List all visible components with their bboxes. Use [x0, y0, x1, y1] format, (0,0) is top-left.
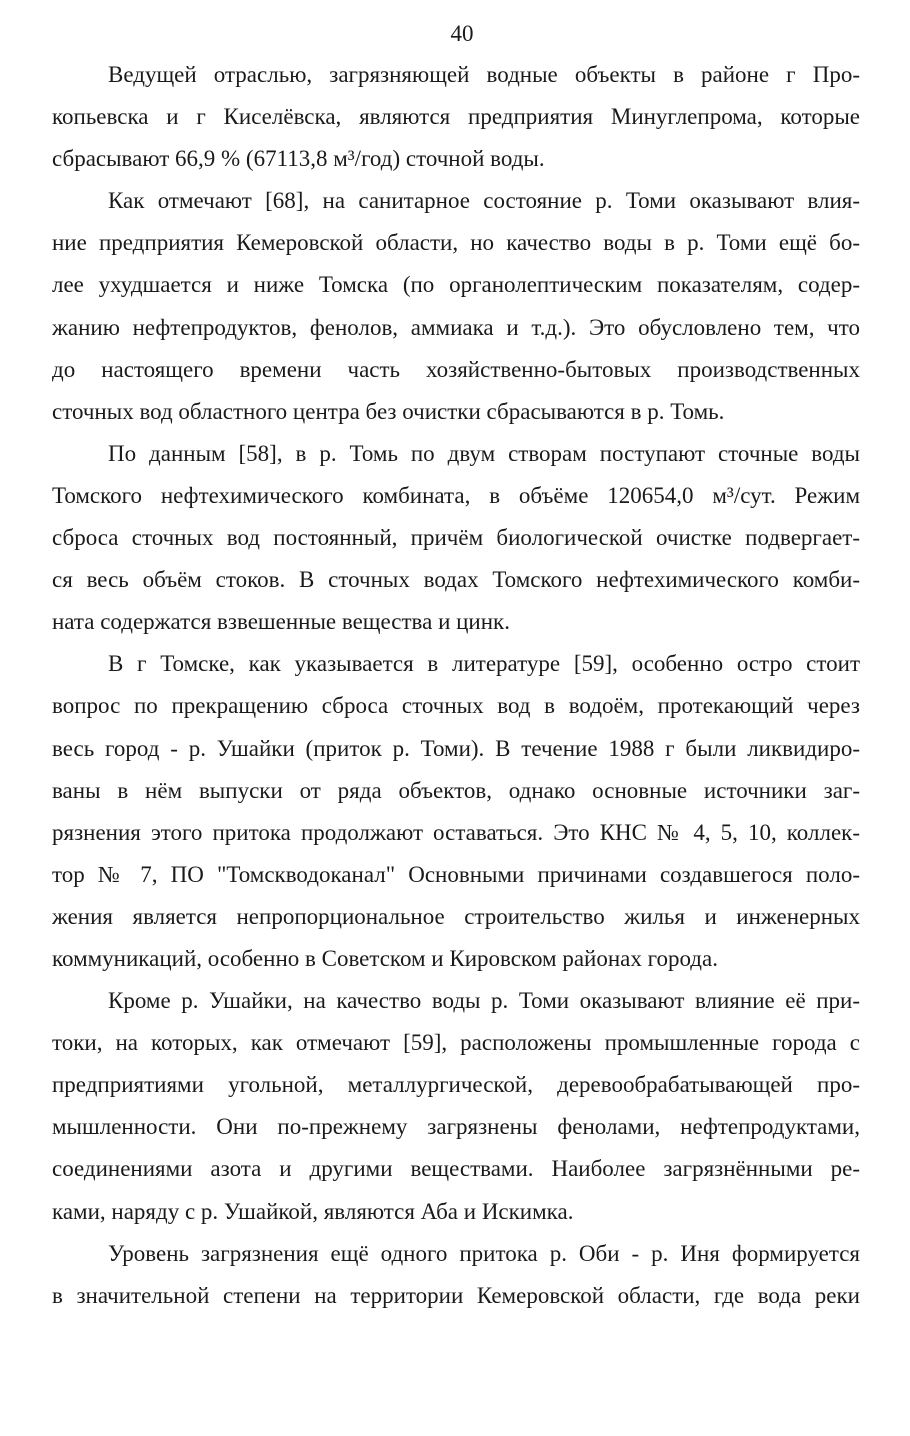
paragraph [52, 980, 860, 1233]
body-text [52, 54, 860, 1317]
paragraph [52, 180, 860, 433]
text-line: вопрос по прекращению сброса сточных вод в водоём, протекающий через [52, 693, 860, 719]
paragraph [52, 54, 860, 180]
text-line: В г Томске, как указывается в литературе [59], особенно остро стоит [108, 651, 860, 677]
text-line: жения является непропорциональное строительство жилья и инженерных [52, 903, 860, 929]
text-line: лее ухудшается и ниже Томска (по органолептическим показателям, содер- [52, 272, 860, 298]
paragraph [52, 433, 860, 643]
text-line: копьевска и г Киселёвска, являются предприятия Минуглепрома, которые [52, 104, 860, 130]
text-line: весь город - р. Ушайки (приток р. Томи). В течение 1988 г были ликвидиро- [52, 735, 860, 761]
text-line: коммуникаций, особенно в Советском и Кировском районах города. [52, 945, 718, 971]
text-line: ся весь объём стоков. В сточных водах Томского нефтехимического комби- [52, 567, 860, 593]
text-line: соединениями азота и другими веществами. Наиболее загрязнёнными ре- [52, 1156, 860, 1182]
text-line: Томского нефтехимического комбината, в объёме 120654,0 м³/сут. Режим [52, 482, 860, 508]
text-line: в значительной степени на территории Кемеровской области, где вода реки [52, 1282, 860, 1308]
text-line: токи, на которых, как отмечают [59], расположены промышленные города с [52, 1030, 860, 1056]
page-number: 40 [450, 21, 474, 46]
text-line: тор № 7, ПО "Томскводоканал" Основными причинами создавшегося поло- [52, 861, 860, 887]
paragraph [52, 643, 860, 980]
text-line: Уровень загрязнения ещё одного притока р. Оби - р. Иня формируется [108, 1240, 860, 1266]
paragraph [52, 1233, 860, 1317]
text-line: жанию нефтепродуктов, фенолов, аммиака и т.д.). Это обусловлено тем, что [52, 314, 860, 340]
text-line: сбрасывают 66,9 % (67113,8 м³/год) сточной воды. [52, 146, 545, 172]
text-line: предприятиями угольной, металлургической, деревообрабатывающей про- [52, 1072, 860, 1098]
text-line: рязнения этого притока продолжают оставаться. Это КНС № 4, 5, 10, коллек- [52, 819, 860, 845]
document-page [52, 14, 860, 1317]
text-line: сброса сточных вод постоянный, причём биологической очистке подвергает- [52, 525, 860, 551]
text-line: ками, наряду с р. Ушайкой, являются Аба и Искимка. [52, 1198, 574, 1224]
text-line: мышленности. Они по-прежнему загрязнены фенолами, нефтепродуктами, [52, 1114, 860, 1140]
text-line: ната содержатся взвешенные вещества и цинк. [52, 609, 510, 635]
text-line: ваны в нём выпуски от ряда объектов, однако основные источники заг- [52, 777, 860, 803]
text-line: Как отмечают [68], на санитарное состояние р. Томи оказывают влия- [108, 188, 860, 214]
text-line: сточных вод областного центра без очистки сбрасываются в р. Томь. [52, 398, 725, 424]
text-line: Кроме р. Ушайки, на качество воды р. Томи оказывают влияние её при- [108, 988, 860, 1014]
text-line: до настоящего времени часть хозяйственно-бытовых производственных [52, 356, 860, 382]
text-line: По данным [58], в р. Томь по двум створам поступают сточные воды [108, 440, 860, 466]
text-line: ние предприятия Кемеровской области, но качество воды в р. Томи ещё бо- [52, 230, 860, 256]
text-line: Ведущей отраслью, загрязняющей водные объекты в районе г Про- [108, 62, 860, 87]
